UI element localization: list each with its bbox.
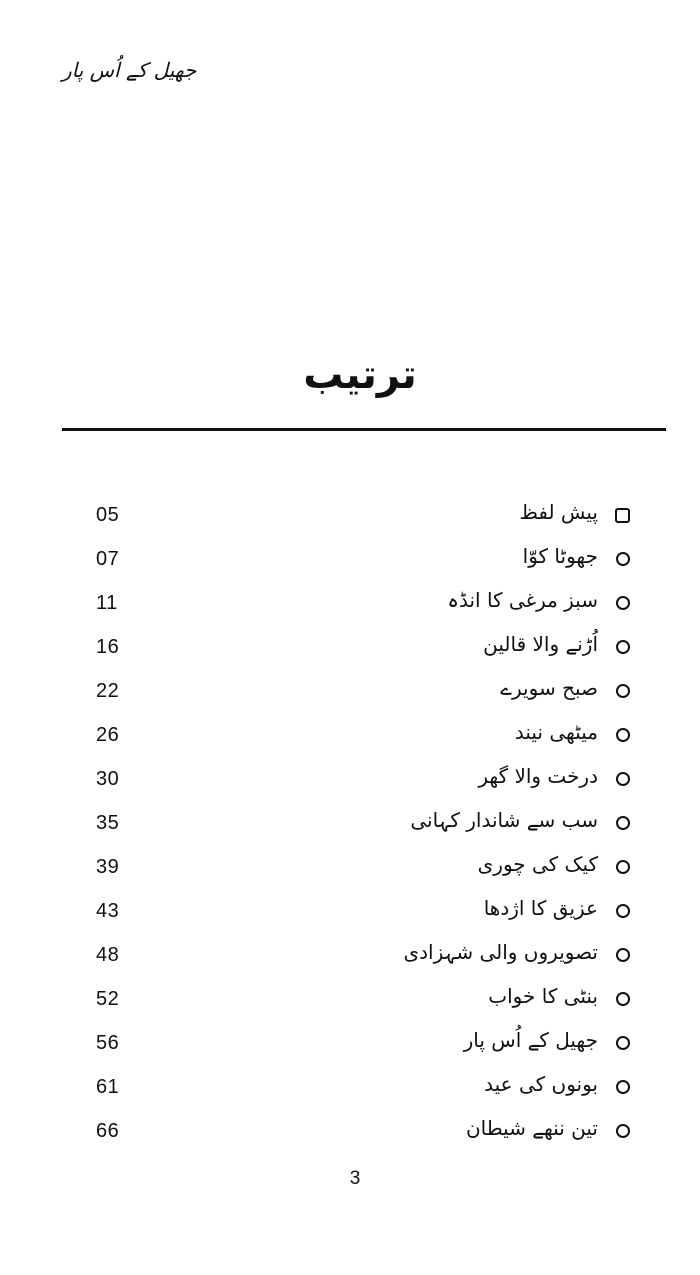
toc-entry bbox=[0, 980, 700, 1024]
toc-page-number: 30 bbox=[96, 768, 120, 790]
toc-page-number: 61 bbox=[96, 1076, 120, 1098]
toc-entry bbox=[0, 760, 700, 804]
page-title: ترتیب bbox=[303, 352, 417, 398]
toc-page-number: 16 bbox=[96, 636, 120, 658]
title-rule bbox=[62, 428, 666, 431]
toc-entry bbox=[0, 1024, 700, 1068]
toc-entry bbox=[0, 496, 700, 540]
circle-bullet-icon bbox=[616, 1124, 630, 1138]
circle-bullet-icon bbox=[616, 552, 630, 566]
circle-bullet-icon bbox=[616, 1080, 630, 1094]
toc-entry bbox=[0, 1112, 700, 1156]
circle-bullet-icon bbox=[616, 816, 630, 830]
toc-entry bbox=[0, 1068, 700, 1112]
toc-page-number: 48 bbox=[96, 944, 120, 966]
circle-bullet-icon bbox=[616, 1036, 630, 1050]
toc-entry bbox=[0, 628, 700, 672]
toc-page-number: 07 bbox=[96, 548, 120, 570]
toc-page-number: 35 bbox=[96, 812, 120, 834]
toc-page-number: 56 bbox=[96, 1032, 120, 1054]
square-bullet-icon bbox=[615, 508, 630, 523]
toc-page-number: 05 bbox=[96, 504, 120, 526]
toc-entry bbox=[0, 540, 700, 584]
toc-entry-title: تین ننھے شیطان bbox=[465, 1116, 598, 1140]
circle-bullet-icon bbox=[616, 728, 630, 742]
toc-entry-title: سب سے شاندار کہانی bbox=[410, 808, 598, 832]
toc-page-number: 66 bbox=[96, 1120, 120, 1142]
toc-entry bbox=[0, 716, 700, 760]
toc-entry bbox=[0, 892, 700, 936]
toc-entry-title: جھوٹا کوّا bbox=[522, 544, 598, 568]
toc-entry-title: پیش لفظ bbox=[519, 500, 598, 524]
toc-page-number: 11 bbox=[96, 592, 118, 614]
toc-entry bbox=[0, 672, 700, 716]
circle-bullet-icon bbox=[616, 948, 630, 962]
circle-bullet-icon bbox=[616, 640, 630, 654]
running-head: جھیل کے اُس پار bbox=[62, 58, 197, 82]
toc-entry bbox=[0, 584, 700, 628]
toc-entry-title: کیک کی چوری bbox=[477, 852, 598, 876]
toc-entry bbox=[0, 848, 700, 892]
circle-bullet-icon bbox=[616, 596, 630, 610]
toc-page-number: 43 bbox=[96, 900, 120, 922]
circle-bullet-icon bbox=[616, 772, 630, 786]
toc-page-number: 52 bbox=[96, 988, 120, 1010]
page-number: 3 bbox=[349, 1168, 361, 1189]
toc-page-number: 39 bbox=[96, 856, 120, 878]
toc-entry-title: تصویروں والی شہزادی bbox=[403, 940, 598, 964]
toc-entry-title: میٹھی نیند bbox=[514, 720, 598, 744]
toc-entry-title: بونوں کی عید bbox=[484, 1072, 598, 1096]
circle-bullet-icon bbox=[616, 904, 630, 918]
toc-entry-title: بنٹی کا خواب bbox=[488, 984, 598, 1008]
toc-entry-title: اُڑنے والا قالین bbox=[483, 632, 598, 656]
table-of-contents bbox=[0, 496, 700, 1156]
toc-entry-title: سبز مرغی کا انڈہ bbox=[447, 588, 598, 612]
toc-entry bbox=[0, 804, 700, 848]
toc-page-number: 22 bbox=[96, 680, 120, 702]
toc-entry-title: عزیق کا اژدھا bbox=[483, 896, 598, 920]
circle-bullet-icon bbox=[616, 992, 630, 1006]
toc-page-number: 26 bbox=[96, 724, 120, 746]
toc-entry-title: درخت والا گھر bbox=[478, 764, 598, 788]
circle-bullet-icon bbox=[616, 860, 630, 874]
circle-bullet-icon bbox=[616, 684, 630, 698]
toc-entry-title: جھیل کے اُس پار bbox=[463, 1028, 598, 1052]
toc-entry-title: صبح سویرے bbox=[500, 676, 598, 700]
toc-entry bbox=[0, 936, 700, 980]
